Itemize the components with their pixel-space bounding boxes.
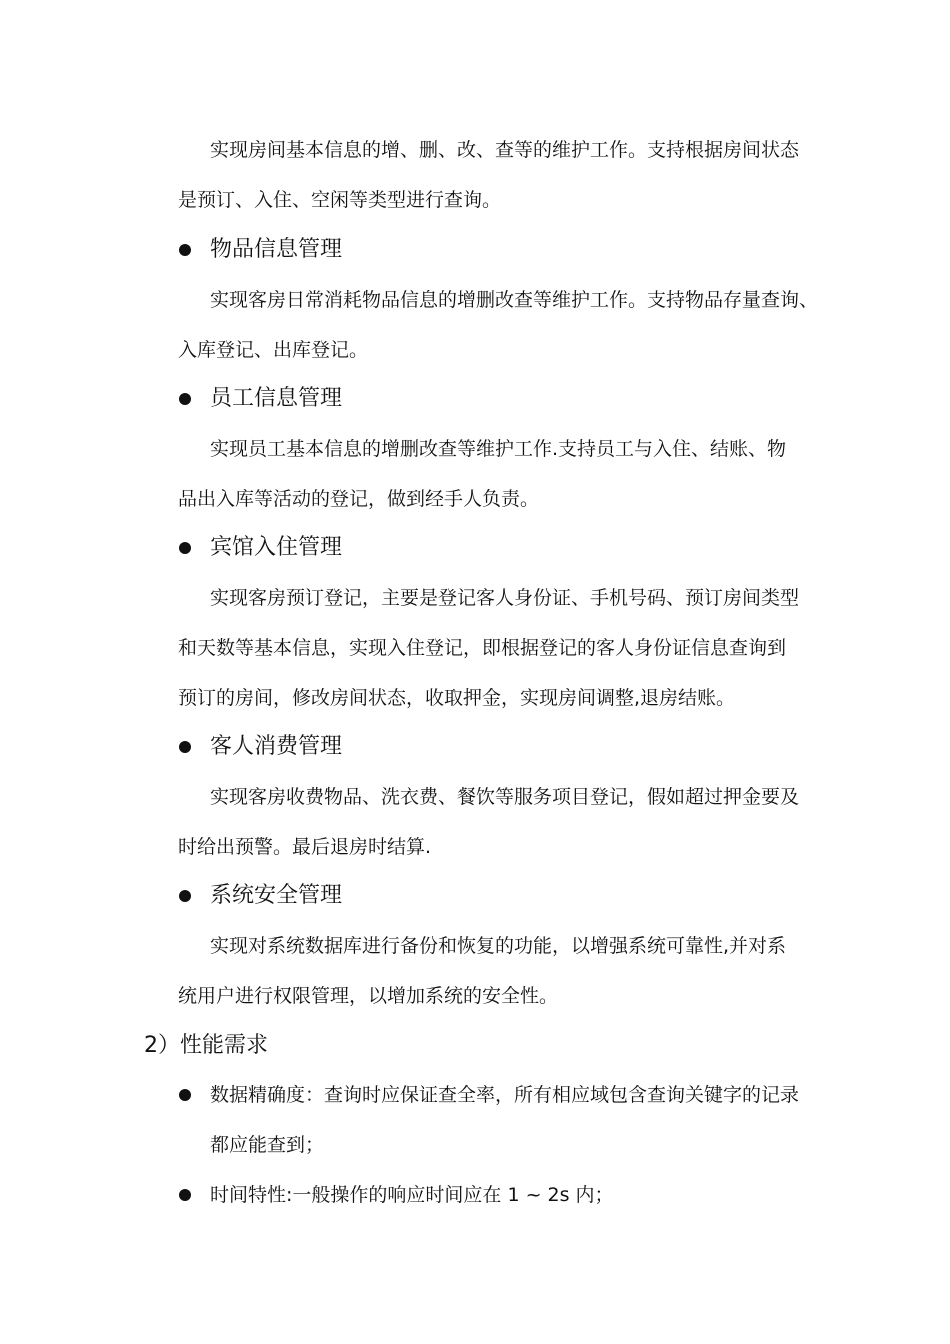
checkin-paragraph-line-3: 预订的房间，修改房间状态，收取押金，实现房间调整,退房结账。 (178, 687, 736, 709)
goods-info-paragraph-line-2: 入库登记、出库登记。 (178, 339, 369, 361)
consumption-heading: 客人消费管理 (210, 734, 343, 759)
room-info-paragraph-line-1: 实现房间基本信息的增、删、改、查等的维护工作。支持根据房间状态 (210, 139, 800, 161)
staff-info-heading: 员工信息管理 (210, 386, 343, 411)
goods-info-paragraph-line-1: 实现客房日常消耗物品信息的增删改查等维护工作。支持物品存量查询、 (210, 289, 819, 311)
performance-item-1-line-1: 数据精确度：查询时应保证查全率，所有相应域包含查询关键字的记录 (210, 1084, 800, 1106)
performance-item-2-line-1: 时间特性:一般操作的响应时间应在 1 ~ 2s 内； (210, 1184, 614, 1206)
staff-info-paragraph-line-2: 品出入库等活动的登记，做到经手人负责。 (178, 488, 540, 510)
checkin-paragraph-line-1: 实现客房预订登记，主要是登记客人身份证、手机号码、预订房间类型 (210, 587, 800, 609)
bullet-icon (179, 890, 191, 902)
bullet-icon (179, 393, 191, 405)
security-paragraph-line-1: 实现对系统数据库进行备份和恢复的功能，以增强系统可靠性,并对系 (210, 935, 787, 957)
security-paragraph-line-2: 统用户进行权限管理，以增加系统的安全性。 (178, 985, 559, 1007)
consumption-paragraph-line-1: 实现客房收费物品、洗衣费、餐饮等服务项目登记，假如超过押金要及 (210, 786, 800, 808)
room-info-paragraph-line-2: 是预订、入住、空闲等类型进行查询。 (178, 189, 502, 211)
bullet-icon (179, 1189, 191, 1201)
goods-info-heading: 物品信息管理 (210, 237, 343, 262)
performance-item-1-line-2: 都应能查到； (210, 1134, 325, 1156)
bullet-icon (179, 244, 191, 256)
checkin-heading: 宾馆入住管理 (210, 535, 343, 560)
bullet-icon (179, 1089, 191, 1101)
staff-info-paragraph-line-1: 实现员工基本信息的增删改查等维护工作.支持员工与入住、结账、物 (210, 438, 787, 460)
consumption-paragraph-line-2: 时给出预警。最后退房时结算. (178, 836, 432, 858)
bullet-icon (179, 741, 191, 753)
security-heading: 系统安全管理 (210, 883, 343, 908)
checkin-paragraph-line-2: 和天数等基本信息，实现入住登记，即根据登记的客人身份证信息查询到 (178, 637, 787, 659)
bullet-icon (179, 542, 191, 554)
performance-heading: 2）性能需求 (144, 1033, 268, 1058)
